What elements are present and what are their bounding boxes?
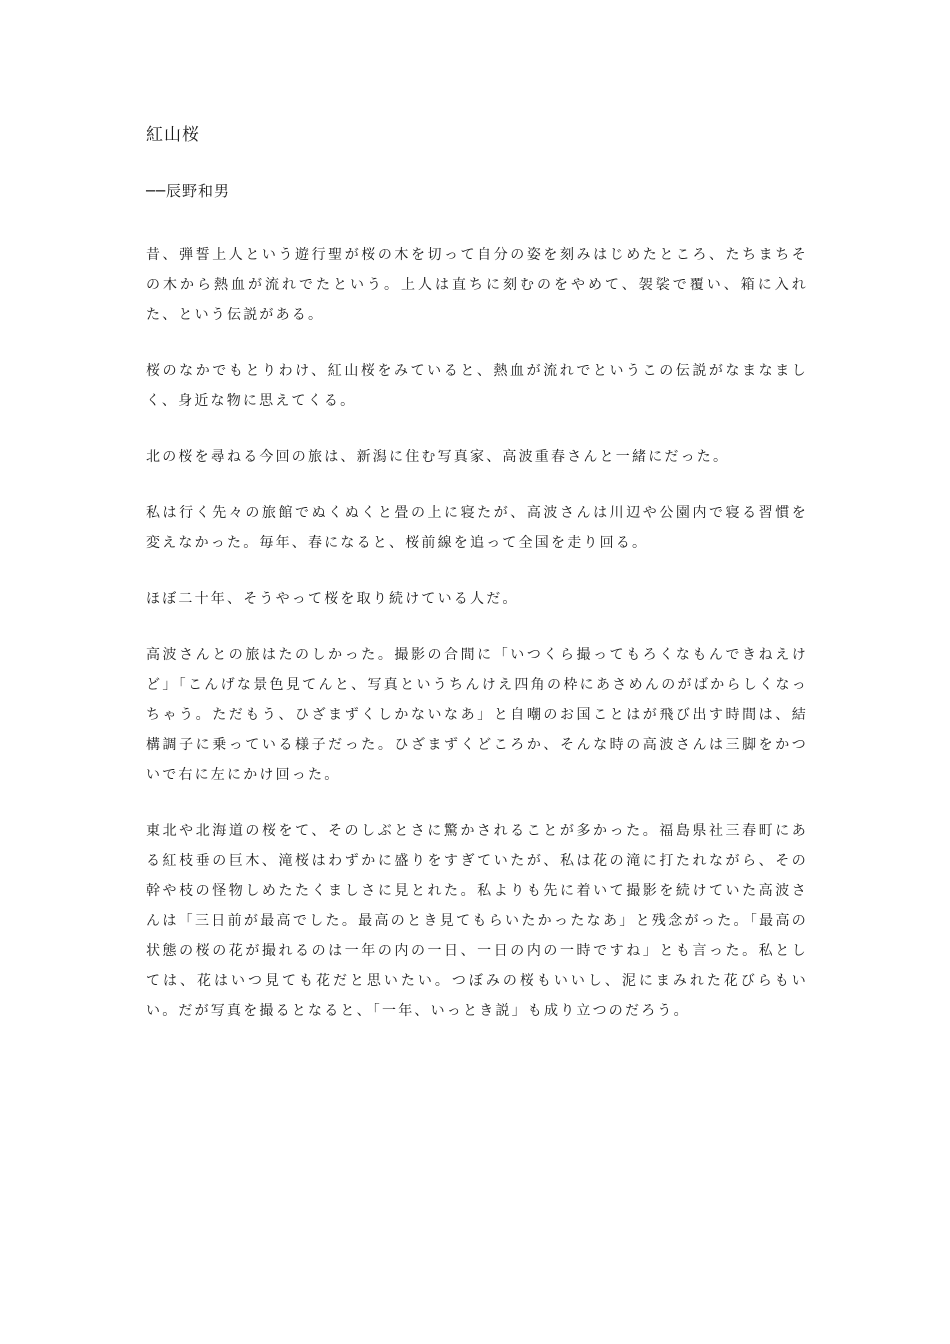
paragraph-1: 昔、弾誓上人という遊行聖が桜の木を切って自分の姿を刻みはじめたところ、たちまちその木から熱血が流れでたという。上人は直ちに刻むのをやめて、袈裟で覆い、箱に入れた、という伝説がある。 — [146, 247, 808, 323]
paragraph-2: 桜のなかでもとりわけ、紅山桜をみていると、熱血が流れでというこの伝説がなまなましく、身近な物に思えてくる。 — [146, 363, 808, 409]
paragraph-6: 高波さんとの旅はたのしかった。撮影の合間に「いつくら撮ってもろくなもんできねえけど」「こんげな景色見てんと、写真というちんけえ四角の枠にあさめんのがばからしくなっちゃう。ただもう、ひざまずくしかないなあ」と自嘲のお国ことはが飛び出す時間は、結構調子に乗っている様子だった。ひざまずくどころか、そんな時の高波さんは三脚をかついで右に左にかけ回った。 — [146, 647, 808, 783]
paragraph-5: ほぼ二十年、そうやって桜を取り続けている人だ。 — [146, 591, 519, 607]
paragraph-4: 私は行く先々の旅館でぬくぬくと畳の上に寝たが、高波さんは川辺や公園内で寝る習慣を変えなかった。毎年、春になると、桜前線を追って全国を走り回る。 — [146, 505, 808, 551]
paragraph-7: 東北や北海道の桜をて、そのしぶとさに驚かされることが多かった。福島県社三春町にある紅枝垂の巨木、滝桜はわずかに盛りをすぎていたが、私は花の滝に打たれながら、その幹や枝の怪物しめたたくましさに見とれた。私よりも先に着いて撮影を続けていた高波さんは「三日前が最高でした。最高のとき見てもらいたかったなあ」と残念がった。「最高の状態の桜の花が撮れるのは一年の内の一日、一日の内の一時ですね」とも言った。私としては、花はいつ見ても花だと思いたい。つぼみの桜もいいし、泥にまみれた花びらもいい。だが写真を撮るとなると、「一年、いっとき説」も成り立つのだろう。 — [146, 823, 808, 1019]
document-body — [146, 240, 808, 1052]
document-title: 紅山桜 — [146, 125, 200, 145]
document-author: ──辰野和男 — [146, 182, 231, 200]
paragraph-3: 北の桜を尋ねる今回の旅は、新潟に住む写真家、高波重春さんと一緒にだった。 — [146, 449, 730, 465]
